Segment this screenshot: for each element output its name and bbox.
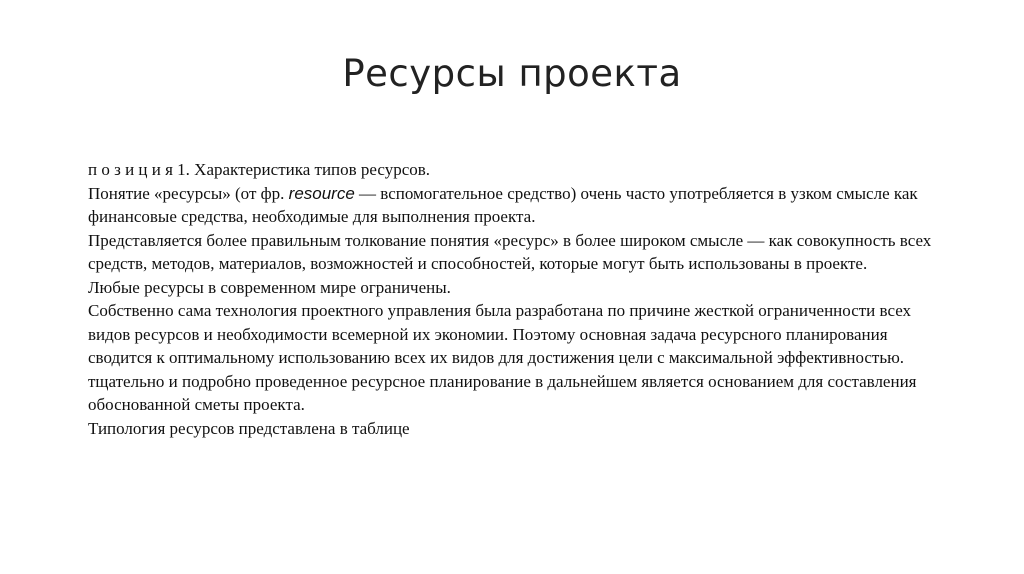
paragraph-typology: Типология ресурсов представлена в таблице: [88, 418, 410, 438]
term-resource: resource: [288, 183, 355, 203]
paragraph-definition-start: Понятие «ресурсы» (от фр.: [88, 183, 289, 203]
paragraph-broad-meaning: Представляется более правильным толкование понятия «ресурс» в более широком смысле — как совокупность всех средств, методов, материалов, возможностей и способностей, которые могут быть использованы в проекте.: [88, 230, 932, 273]
slide-body: [88, 158, 948, 440]
paragraph-limited-resources: Любые ресурсы в современном мире ограничены.: [88, 277, 451, 297]
paragraph-definition-end: — вспомогательное средство) очень часто употребляется в узком смысле как финансовые средства, необходимые для выполнения проекта.: [88, 183, 918, 226]
paragraph-resources-definition: [88, 182, 948, 229]
slide-title: Ресурсы проекта: [342, 52, 682, 95]
paragraph-position: п о з и ц и я 1. Характеристика типов ресурсов.: [88, 160, 431, 179]
paragraph-project-management: Собственно сама технология проектного управления была разработана по причине жесткой ограниченности всех видов ресурсов и необходимости всемерной их экономии. Поэтому основная задача ресурсного планирования сводится к оптимальному использованию всех их видов для достижения цели с максимальной эффективностью. тщательно и подробно проведенное ресурсное планирование в дальнейшем является основанием для составления обоснованной сметы проекта.: [88, 301, 917, 414]
